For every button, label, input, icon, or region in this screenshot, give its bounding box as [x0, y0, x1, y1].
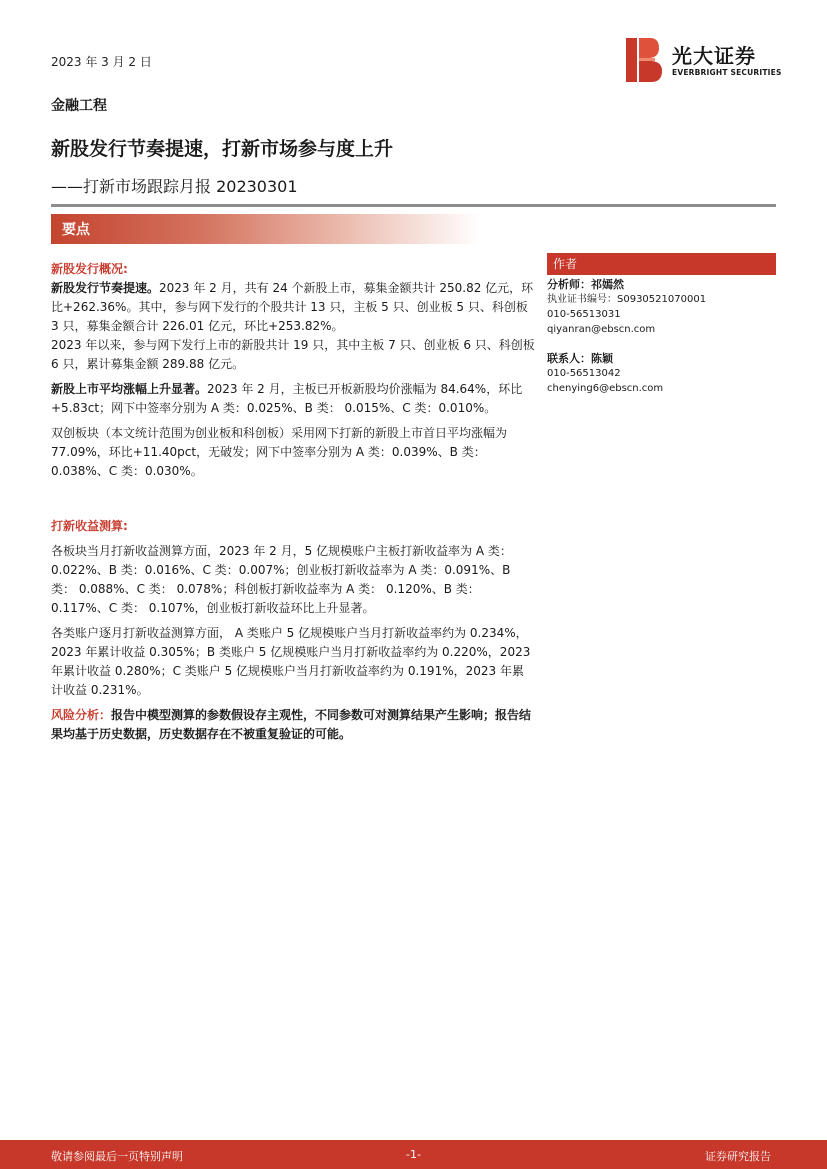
everbright-logo-icon — [626, 38, 662, 82]
risk-paragraph — [51, 706, 535, 744]
logo-english-text: EVERBRIGHT SECURITIES — [672, 68, 782, 77]
logo-chinese-text: 光大证券 — [672, 44, 756, 68]
author-header: 作者 — [547, 253, 776, 275]
risk-body: 报告中模型测算的参数假设存主观性，不同参数可对测算结果产生影响；报告结果均基于历史数据，历史数据存在不被重复验证的可能。 — [51, 708, 532, 741]
analyst-phone: 010-56513031 — [547, 309, 621, 320]
returns-paragraph-1: 各板块当月打新收益测算方面，2023 年 2 月，5 亿规模账户主板打新收益率为 A 类：0.022%、B 类：0.016%、C 类：0.007%；创业板打新收益率为 A 类：0.091%、B 类： 0.088%、C 类： 0.078%；科创板打新收益率为 A 类： 0.120%、B 类： 0.117%、C 类： 0.107%，创业板打新收益环比上升显著。 — [51, 544, 512, 615]
page-number: -1- — [406, 1148, 421, 1161]
returns-heading: 打新收益测算: — [51, 519, 128, 533]
report-date: 2023 年 3 月 2 日 — [51, 55, 152, 69]
issuance-p1-lead: 新股发行节奏提速。 — [51, 281, 160, 295]
keypoints-label: 要点 — [62, 222, 90, 238]
issuance-paragraph-1 — [51, 279, 535, 336]
main-content — [51, 260, 535, 744]
footer-report-type: 证券研究报告 — [705, 1150, 771, 1163]
issuance-p3-body: 2023 年 2 月，主板已开板新股均价涨幅为 84.64%，环比+5.83ct；网下中签率分别为 A 类：0.025%、B 类： 0.015%、C 类：0.010%。 — [51, 382, 523, 415]
report-title: 新股发行节奏提速，打新市场参与度上升 — [51, 138, 394, 160]
company-logo — [626, 38, 782, 82]
analyst-license: 执业证书编号：S0930521070001 — [547, 294, 707, 305]
report-category: 金融工程 — [51, 98, 107, 114]
contact-info — [547, 351, 776, 396]
issuance-paragraph-3 — [51, 380, 535, 418]
issuance-heading: 新股发行概况: — [51, 262, 128, 276]
contact-email[interactable]: chenying6@ebscn.com — [547, 383, 664, 394]
page-footer — [0, 1140, 827, 1169]
risk-heading: 风险分析： — [51, 708, 112, 722]
issuance-paragraph-4: 双创板块（本文统计范围为创业板和科创板）采用网下打新的新股上市首日平均涨幅为 77.09%，环比+11.40pct，无破发；网下中签率分别为 A 类：0.039%、B 类：0.038%、C 类：0.030%。 — [51, 426, 508, 478]
returns-paragraph-2: 各类账户逐月打新收益测算方面， A 类账户 5 亿规模账户当月打新收益率约为 0.234%，2023 年累计收益 0.305%；B 类账户 5 亿规模账户当月打新收益率约为 0.220%，2023 年累计收益 0.280%；C 类账户 5 亿规模账户当月打新收益率约为 0.191%，2023 年累计收益 0.231%。 — [51, 626, 531, 697]
analyst-name: 分析师：祁嫣然 — [547, 278, 624, 291]
analyst-info — [547, 277, 776, 337]
contact-name: 联系人：陈颖 — [547, 352, 613, 365]
author-sidebar — [547, 253, 776, 396]
contact-phone: 010-56513042 — [547, 368, 621, 379]
title-divider — [51, 204, 776, 207]
issuance-paragraph-2: 2023 年以来，参与网下发行上市的新股共计 19 只，其中主板 7 只、创业板 6 只、科创板 6 只，累计募集金额 289.88 亿元。 — [51, 338, 535, 371]
keypoints-banner — [51, 214, 481, 244]
issuance-p3-lead: 新股上市平均涨幅上升显著。 — [51, 382, 208, 396]
issuance-p1-body: 2023 年 2 月，共有 24 个新股上市，募集金额共计 250.82 亿元，环比+262.36%。其中，参与网下发行的个股共计 13 只，主板 5 只、创业板 5 只、科创板 3 只，募集金额合计 226.01 亿元，环比+253.82%。 — [51, 281, 534, 333]
report-subtitle: ——打新市场跟踪月报 20230301 — [51, 177, 298, 196]
analyst-email[interactable]: qiyanran@ebscn.com — [547, 324, 656, 335]
footer-disclaimer-link[interactable]: 敬请参阅最后一页特别声明 — [51, 1150, 183, 1163]
